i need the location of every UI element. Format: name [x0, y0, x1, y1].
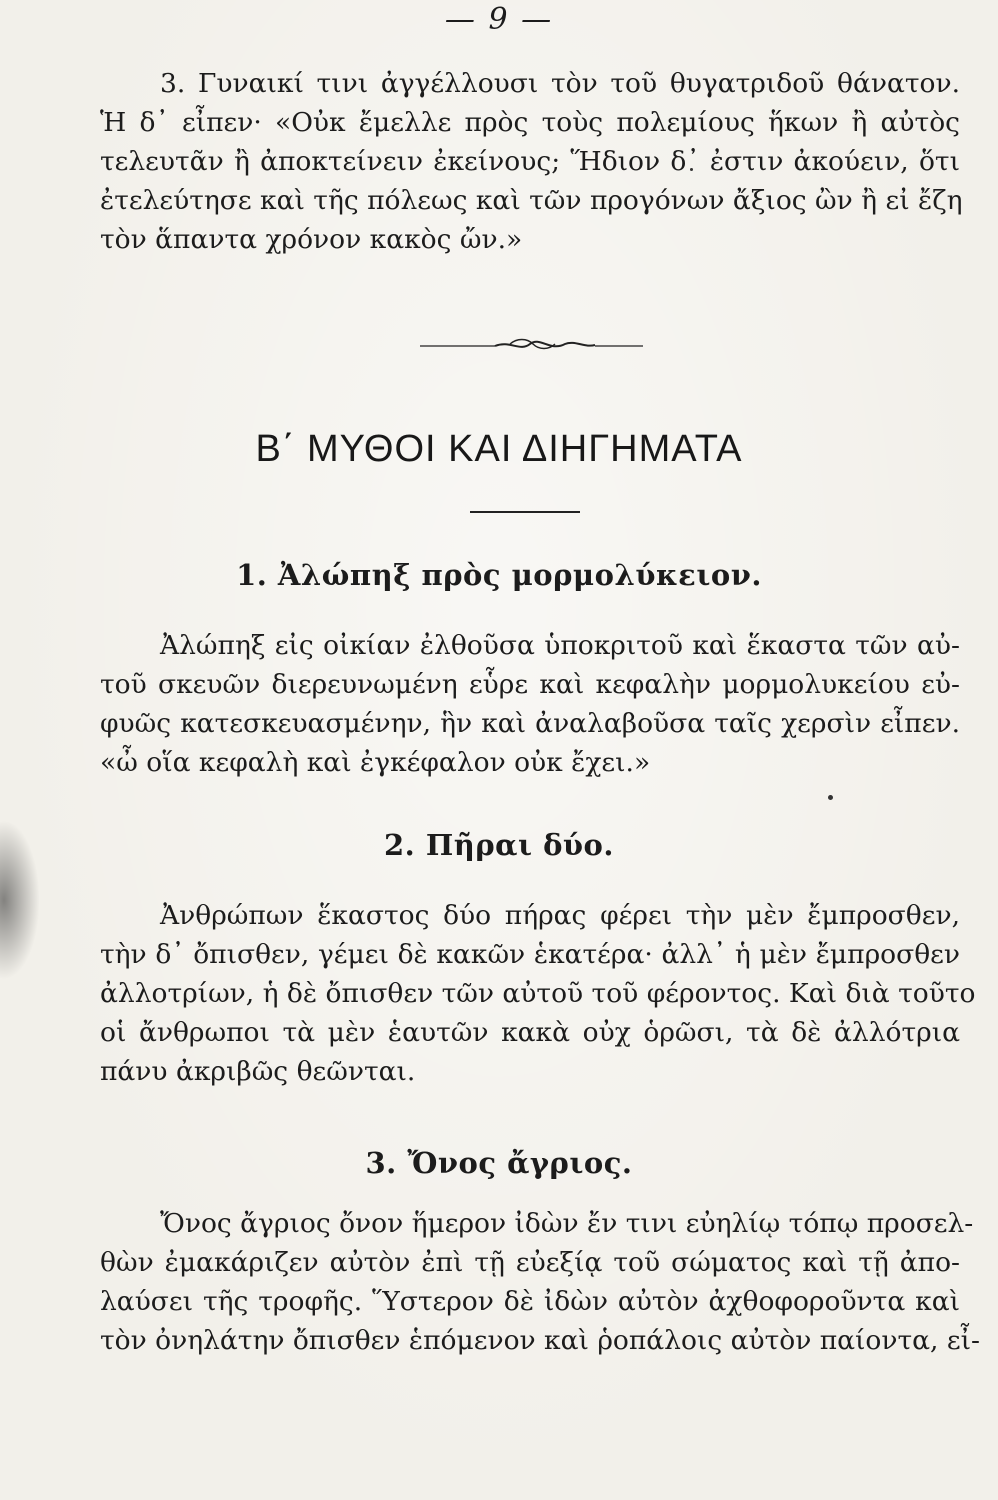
text-line: λαύσει τῆς τροφῆς. Ὕστερον δὲ ἰδὼν αὐτὸν ἀχθοφοροῦντα καὶ: [100, 1286, 960, 1317]
text-line: τὸν ὀνηλάτην ὄπισθεν ἑπόμενον καὶ ῥοπάλοις αὐτὸν παίοντα, εἶ-: [100, 1325, 980, 1356]
story-paragraph: [100, 626, 960, 782]
text-line: Ὄνος ἄγριος ὄνον ἥμερον ἰδὼν ἔν τινι εὐηλίῳ τόπῳ προσελ-: [160, 1208, 974, 1239]
title-underline: [470, 511, 580, 513]
text-line: Ἡ δ᾿ εἶπεν· «Οὐκ ἔμελλε πρὸς τοὺς πολεμίους ἥκων ἢ αὐτὸς: [100, 107, 960, 138]
text-line: τὴν δ᾿ ὄπισθεν, γέμει δὲ κακῶν ἑκατέρα· ἀλλ᾿ ἡ μὲν ἔμπροσθεν: [100, 939, 960, 970]
text-line: φυῶς κατεσκευασμένην, ἣν καὶ ἀναλαβοῦσα ταῖς χερσὶν εἶπεν.: [100, 708, 960, 739]
story-heading: 1. Ἀλώπηξ πρὸς μορμολύκειον.: [236, 558, 762, 592]
ornament-divider: [415, 330, 645, 360]
page-number: — 9 —: [444, 2, 554, 37]
story-heading: 3. Ὄνος ἄγριος.: [365, 1146, 633, 1180]
text-line: ἐτελεύτησε καὶ τῆς πόλεως καὶ τῶν προγόνων ἄξιος ὢν ἢ εἰ ἔζη: [100, 185, 963, 216]
text-line: Ἀλώπηξ εἰς οἰκίαν ἐλθοῦσα ὑποκριτοῦ καὶ ἕκαστα τῶν αὐ-: [160, 630, 960, 661]
paragraph-top: [100, 64, 963, 259]
ink-speck: [828, 795, 833, 800]
text-line: οἱ ἄνθρωποι τὰ μὲν ἑαυτῶν κακὰ οὐχ ὁρῶσι, τὰ δὲ ἀλλότρια: [100, 1017, 960, 1048]
text-line: πάνυ ἀκριβῶς θεῶνται.: [100, 1056, 416, 1087]
text-line: τὸν ἅπαντα χρόνον κακὸς ὤν.»: [100, 224, 523, 255]
section-title: Β΄ ΜΥΘΟΙ ΚΑΙ ΔΙΗΓΗΜΑΤΑ: [255, 428, 743, 470]
text-line: τοῦ σκευῶν διερευνωμένη εὗρε καὶ κεφαλὴν μορμολυκείου εὐ-: [100, 669, 960, 700]
text-line: ἀλλοτρίων, ἡ δὲ ὄπισθεν τῶν αὐτοῦ τοῦ φέροντος. Καὶ διὰ τοῦτο: [100, 978, 976, 1009]
text-line: «ὦ οἵα κεφαλὴ καὶ ἐγκέφαλον οὐκ ἔχει.»: [100, 747, 651, 778]
text-line: θὼν ἐμακάριζεν αὐτὸν ἐπὶ τῇ εὐεξίᾳ τοῦ σώματος καὶ τῇ ἀπο-: [100, 1247, 960, 1278]
text-line: Ἀνθρώπων ἕκαστος δύο πήρας φέρει τὴν μὲν ἔμπροσθεν,: [160, 900, 960, 931]
text-line: τελευτᾶν ἢ ἀποκτείνειν ἐκείνους; Ἥδιον δ᾿ ἐστιν ἀκούειν, ὅτι: [100, 146, 960, 177]
story-paragraph: [100, 896, 976, 1091]
story-heading: 2. Πῆραι δύο.: [384, 828, 614, 862]
text-line: 3. Γυναικί τινι ἀγγέλλουσι τὸν τοῦ θυγατριδοῦ θάνατον.: [160, 68, 960, 99]
story-paragraph: [100, 1204, 980, 1360]
